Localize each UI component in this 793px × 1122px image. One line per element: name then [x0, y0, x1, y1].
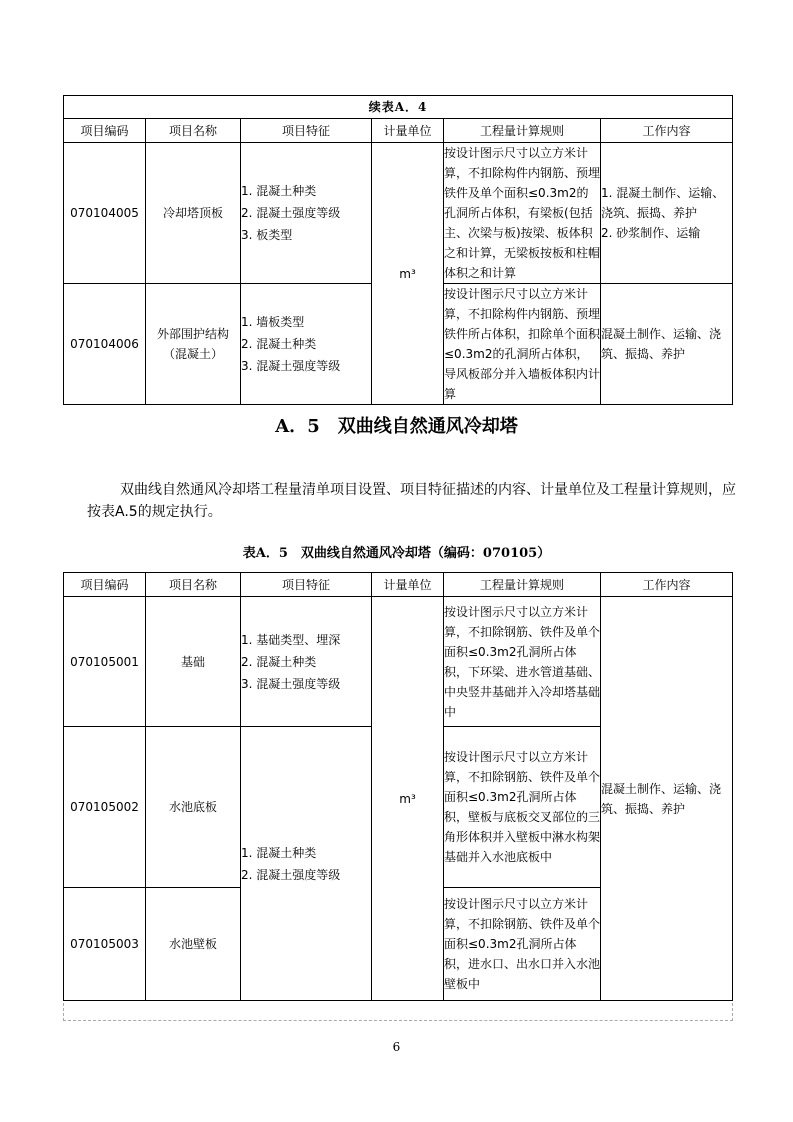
item-features [241, 597, 372, 727]
item-name: 水池壁板 [146, 888, 241, 1001]
feature-line: 2. 混凝土强度等级 [241, 867, 341, 882]
feature-line: 3. 混凝土强度等级 [241, 359, 341, 373]
calc-rule: 按设计图示尺寸以立方米计算，不扣除钢筋、铁件及单个面积≤0.3m2孔洞所占体积，进水口、出水口并入水池壁板中 [444, 888, 601, 1001]
header-features: 项目特征 [241, 119, 372, 143]
table-a5-header-row [64, 573, 733, 597]
work-line: 1. 混凝土制作、运输、浇筑、振捣、养护 [601, 186, 725, 220]
item-features [241, 143, 372, 284]
table-a5 [63, 572, 733, 1001]
item-name: 水池底板 [146, 727, 241, 888]
feature-line: 1. 混凝土种类 [241, 845, 317, 860]
calc-rule: 按设计图示尺寸以立方米计算，不扣除钢筋、铁件及单个面积≤0.3m2孔洞所占体积，下环梁、进水管道基础、中央竖井基础并入冷却塔基础中 [444, 597, 601, 727]
unit-cell: m³ [372, 597, 444, 1001]
header-unit: 计量单位 [372, 573, 444, 597]
header-features: 项目特征 [241, 573, 372, 597]
header-work: 工作内容 [601, 573, 733, 597]
table-a5-caption: 表A．5 双曲线自然通风冷却塔（编码：070105） [242, 546, 551, 561]
table-row [64, 597, 733, 727]
feature-line: 1. 基础类型、埋深 [241, 632, 341, 647]
item-name: 外部围护结构（混凝土） [146, 284, 241, 405]
work-content: 混凝土制作、运输、浇筑、振捣、养护 [601, 284, 733, 405]
table-a4-title: 续表A．4 [64, 96, 733, 119]
header-rule: 工程量计算规则 [444, 119, 601, 143]
table-a4-header-row [64, 119, 733, 143]
work-content: 混凝土制作、运输、浇筑、振捣、养护 [601, 597, 733, 1001]
table-a4-title-row [64, 96, 733, 119]
item-name: 冷却塔顶板 [146, 143, 241, 284]
feature-line: 1. 混凝土种类 [241, 184, 317, 198]
item-code: 070104005 [64, 143, 146, 284]
calc-rule: 按设计图示尺寸以立方米计算，不扣除钢筋、铁件及单个面积≤0.3m2孔洞所占体积，壁板与底板交叉部位的三角形体积并入壁板中淋水构架基础并入水池底板中 [444, 727, 601, 888]
feature-line: 1. 墙板类型 [241, 315, 305, 329]
feature-line: 2. 混凝土强度等级 [241, 206, 341, 220]
calc-rule: 按设计图示尺寸以立方米计算，不扣除构件内钢筋、预埋铁件所占体积，扣除单个面积≤0.3m2的孔洞所占体积，导风板部分并入墙板体积内计算 [444, 284, 601, 405]
item-code: 070104006 [64, 284, 146, 405]
section-heading: A．5 双曲线自然通风冷却塔 [275, 416, 518, 437]
table-row [64, 143, 733, 284]
item-features [241, 284, 372, 405]
item-code: 070105001 [64, 597, 146, 727]
table-a4 [63, 95, 733, 405]
feature-line: 2. 混凝土种类 [241, 337, 317, 351]
header-code: 项目编码 [64, 119, 146, 143]
section-paragraph: 双曲线自然通风冷却塔工程量清单项目设置、项目特征描述的内容、计量单位及工程量计算规则，应按表A.5的规定执行。 [87, 482, 736, 520]
calc-rule: 按设计图示尺寸以立方米计算，不扣除构件内钢筋、预埋铁件及单个面积≤0.3m2的孔洞所占体积，有梁板(包括主、次梁与板)按梁、板体积之和计算，无梁板按板和柱帽体积之和计算 [444, 143, 601, 284]
feature-line: 3. 混凝土强度等级 [241, 676, 341, 691]
work-content [601, 143, 733, 284]
feature-line: 2. 混凝土种类 [241, 654, 317, 669]
header-code: 项目编码 [64, 573, 146, 597]
item-code: 070105003 [64, 888, 146, 1001]
feature-line: 3. 板类型 [241, 228, 293, 242]
item-features [241, 727, 372, 1001]
unit-cell: m³ [372, 143, 444, 405]
header-work: 工作内容 [601, 119, 733, 143]
item-code: 070105002 [64, 727, 146, 888]
work-line: 2. 砂浆制作、运输 [601, 226, 701, 240]
header-name: 项目名称 [146, 573, 241, 597]
page-number: 6 [392, 1040, 401, 1054]
header-rule: 工程量计算规则 [444, 573, 601, 597]
footer-divider [63, 1003, 733, 1021]
header-name: 项目名称 [146, 119, 241, 143]
header-unit: 计量单位 [372, 119, 444, 143]
item-name: 基础 [146, 597, 241, 727]
